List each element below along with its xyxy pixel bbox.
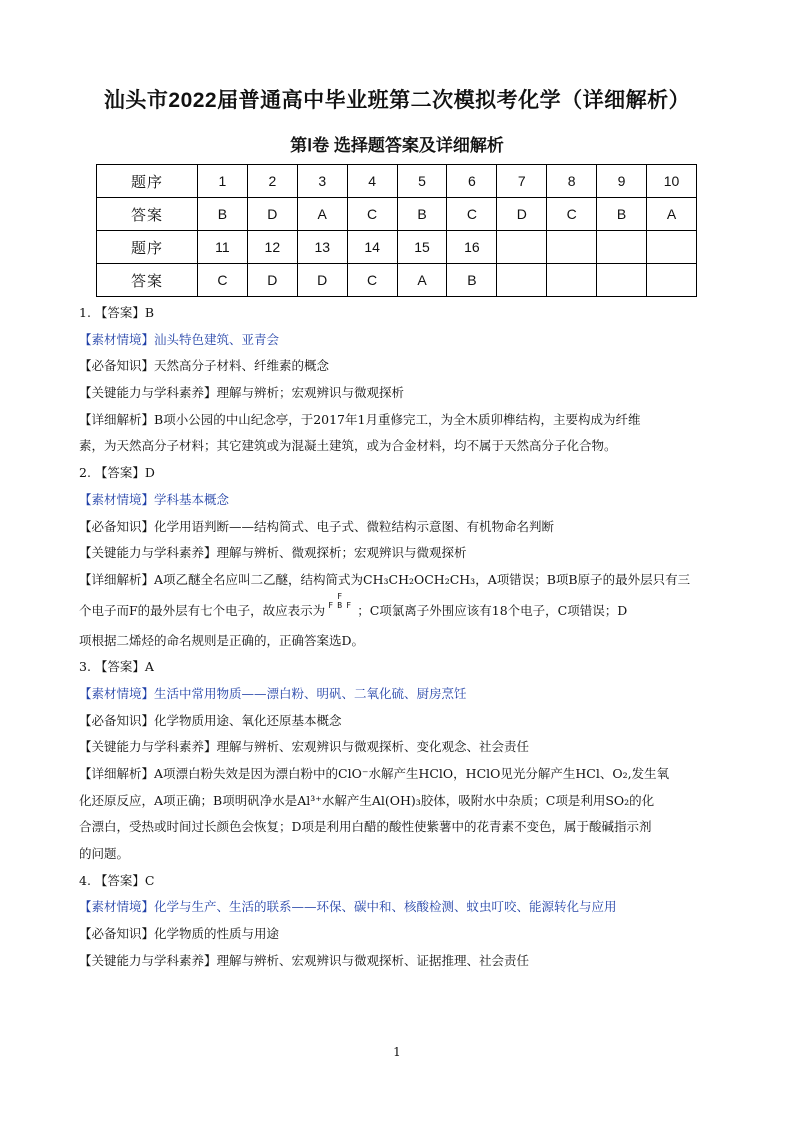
section-subtitle: 第Ⅰ卷 选择题答案及详细解析 [290, 136, 504, 155]
context-text: 生活中常用物质——漂白粉、明矾、二氧化硫、厨房烹饪 [154, 685, 467, 701]
page-number: 1 [393, 1045, 401, 1059]
lewis-atom-label: B [337, 600, 343, 610]
answer-heading: 1. 【答案】B [79, 305, 155, 320]
ability-line [79, 734, 713, 761]
analysis-line [79, 591, 713, 628]
context-line [79, 327, 713, 354]
knowledge-text: 化学用语判断——结构简式、电子式、微粒结构示意图、有机物命名判断 [154, 518, 555, 534]
knowledge-text: 天然高分子材料、纤维素的概念 [154, 358, 330, 374]
knowledge-line [79, 353, 713, 380]
analysis-line: 素，为天然高分子材料；其它建筑或为混凝土建筑，或为合金材料，均不属于天然高分子化合物。 [79, 438, 617, 454]
context-tag: 【素材情境】 [79, 331, 155, 347]
analysis-tag: 【详细解析】 [79, 571, 155, 587]
context-line [79, 487, 713, 514]
lewis-atom-label: F [337, 591, 343, 601]
knowledge-line [79, 514, 713, 541]
analysis-line: 合漂白，受热或时间过长颜色会恢复；D项是利用白醋的酸性使紫薯中的花青素不变色，属于酸碱指示剂 [79, 819, 652, 835]
table-cell: 3 [297, 165, 347, 198]
table-cell: B [447, 264, 497, 297]
table-cell: C [447, 198, 497, 231]
header-cell-answer: 答案 [97, 198, 198, 231]
analysis-text: B项小公园的中山纪念亭，于2017年1月重修完工，为全木质卯榫结构，主要构成为纤维 [154, 411, 641, 427]
ability-text: 理解与辨析、微观探析；宏观辨识与微观探析 [216, 545, 467, 561]
answer-heading: 2. 【答案】D [79, 465, 155, 481]
page-title: 汕头市2022届普通高中毕业班第二次模拟考化学（详细解析） [103, 89, 691, 112]
ability-tag: 【关键能力与学科素养】 [79, 739, 217, 755]
table-cell: A [297, 198, 347, 231]
table-cell [497, 231, 547, 264]
knowledge-text: 化学物质的性质与用途 [154, 926, 280, 942]
ability-tag: 【关键能力与学科素养】 [79, 385, 217, 401]
table-cell: 7 [497, 165, 547, 198]
table-cell: B [397, 198, 447, 231]
header-cell-answer: 答案 [97, 264, 198, 297]
analysis-tag: 【详细解析】 [79, 766, 155, 781]
table-cell: A [647, 198, 697, 231]
table-row [97, 198, 697, 231]
ability-tag: 【关键能力与学科素养】 [79, 545, 217, 561]
ability-line [79, 540, 713, 567]
table-cell [647, 264, 697, 297]
knowledge-tag: 【必备知识】 [79, 926, 155, 942]
table-cell: 5 [397, 165, 447, 198]
table-cell: B [198, 198, 248, 231]
context-tag: 【素材情境】 [79, 491, 155, 507]
knowledge-tag: 【必备知识】 [79, 358, 155, 374]
table-row [97, 165, 697, 198]
analysis-line: 项根据二烯烃的命名规则是正确的，正确答案选D。 [79, 632, 365, 648]
knowledge-tag: 【必备知识】 [79, 518, 155, 534]
table-cell: 8 [547, 165, 597, 198]
knowledge-tag: 【必备知识】 [79, 712, 155, 728]
knowledge-line [79, 921, 713, 948]
table-cell: D [247, 198, 297, 231]
table-cell: B [597, 198, 647, 231]
ability-text: 理解与辨析；宏观辨识与微观探析 [216, 385, 405, 401]
table-cell: D [297, 264, 347, 297]
lewis-atom-label: F [346, 600, 352, 610]
analysis-text: A项乙醚全名应叫二乙醚，结构简式为CH₃CH₂OCH₂CH₃，A项错误；B项B原子的最外层只有三 [154, 571, 691, 587]
analysis-line: 化还原反应，A项正确；B项明矾净水是Al³⁺水解产生Al(OH)₃胶体，吸附水中杂质；C项是利用SO₂的化 [79, 792, 655, 808]
table-cell: 2 [247, 165, 297, 198]
header-cell-question: 题序 [97, 231, 198, 264]
table-cell: D [247, 264, 297, 297]
answer-table [96, 164, 697, 297]
analysis-text: ；C项氯离子外围应该有18个电子，C项错误；D [357, 602, 628, 618]
table-cell: 12 [247, 231, 297, 264]
table-cell [597, 264, 647, 297]
analysis-text: A项漂白粉失效是因为漂白粉中的ClO⁻水解产生HClO，HClO见光分解产生HCl、O₂,发生氧 [154, 766, 670, 781]
table-cell: 9 [597, 165, 647, 198]
lewis-atom-label: F [328, 600, 334, 610]
analysis-line: 的问题。 [79, 846, 130, 862]
table-cell: C [347, 198, 397, 231]
table-cell: 16 [447, 231, 497, 264]
analysis-line [79, 567, 713, 594]
table-cell [647, 231, 697, 264]
table-cell: 14 [347, 231, 397, 264]
table-cell: 4 [347, 165, 397, 198]
context-line [79, 681, 713, 708]
context-line [79, 894, 713, 921]
table-cell: 13 [297, 231, 347, 264]
ability-line [79, 948, 713, 975]
knowledge-text: 化学物质用途、氧化还原基本概念 [154, 712, 342, 728]
header-cell-question: 题序 [97, 165, 198, 198]
context-tag: 【素材情境】 [79, 685, 155, 701]
analysis-tag: 【详细解析】 [79, 411, 155, 427]
table-row [97, 231, 697, 264]
table-cell: 1 [198, 165, 248, 198]
ability-text: 理解与辨析、宏观辨识与微观探析、变化观念、社会责任 [216, 739, 530, 755]
table-cell [547, 264, 597, 297]
analysis-line [79, 761, 713, 788]
ability-line [79, 380, 713, 407]
context-text: 化学与生产、生活的联系——环保、碳中和、核酸检测、蚊虫叮咬、能源转化与应用 [154, 899, 617, 915]
table-cell: 11 [198, 231, 248, 264]
ability-text: 理解与辨析、宏观辨识与微观探析、证据推理、社会责任 [216, 952, 530, 968]
table-cell: C [198, 264, 248, 297]
answer-heading: 3. 【答案】A [79, 659, 154, 675]
table-cell: A [397, 264, 447, 297]
table-cell [597, 231, 647, 264]
table-row [97, 264, 697, 297]
table-cell: 6 [447, 165, 497, 198]
table-cell: C [547, 198, 597, 231]
lewis-structure-diagram [325, 591, 357, 617]
context-text: 学科基本概念 [154, 491, 230, 507]
context-tag: 【素材情境】 [79, 899, 155, 915]
table-cell: C [347, 264, 397, 297]
table-cell: 15 [397, 231, 447, 264]
table-cell [547, 231, 597, 264]
answer-heading: 4. 【答案】C [79, 872, 155, 888]
table-cell [497, 264, 547, 297]
analysis-line [79, 407, 713, 434]
table-cell: 10 [647, 165, 697, 198]
knowledge-line [79, 708, 713, 735]
table-cell: D [497, 198, 547, 231]
context-text: 汕头特色建筑、亚青会 [154, 331, 280, 347]
ability-tag: 【关键能力与学科素养】 [79, 952, 217, 968]
solutions-body [79, 300, 713, 975]
analysis-text: 个电子而F的最外层有七个电子，故应表示为 [79, 602, 326, 618]
